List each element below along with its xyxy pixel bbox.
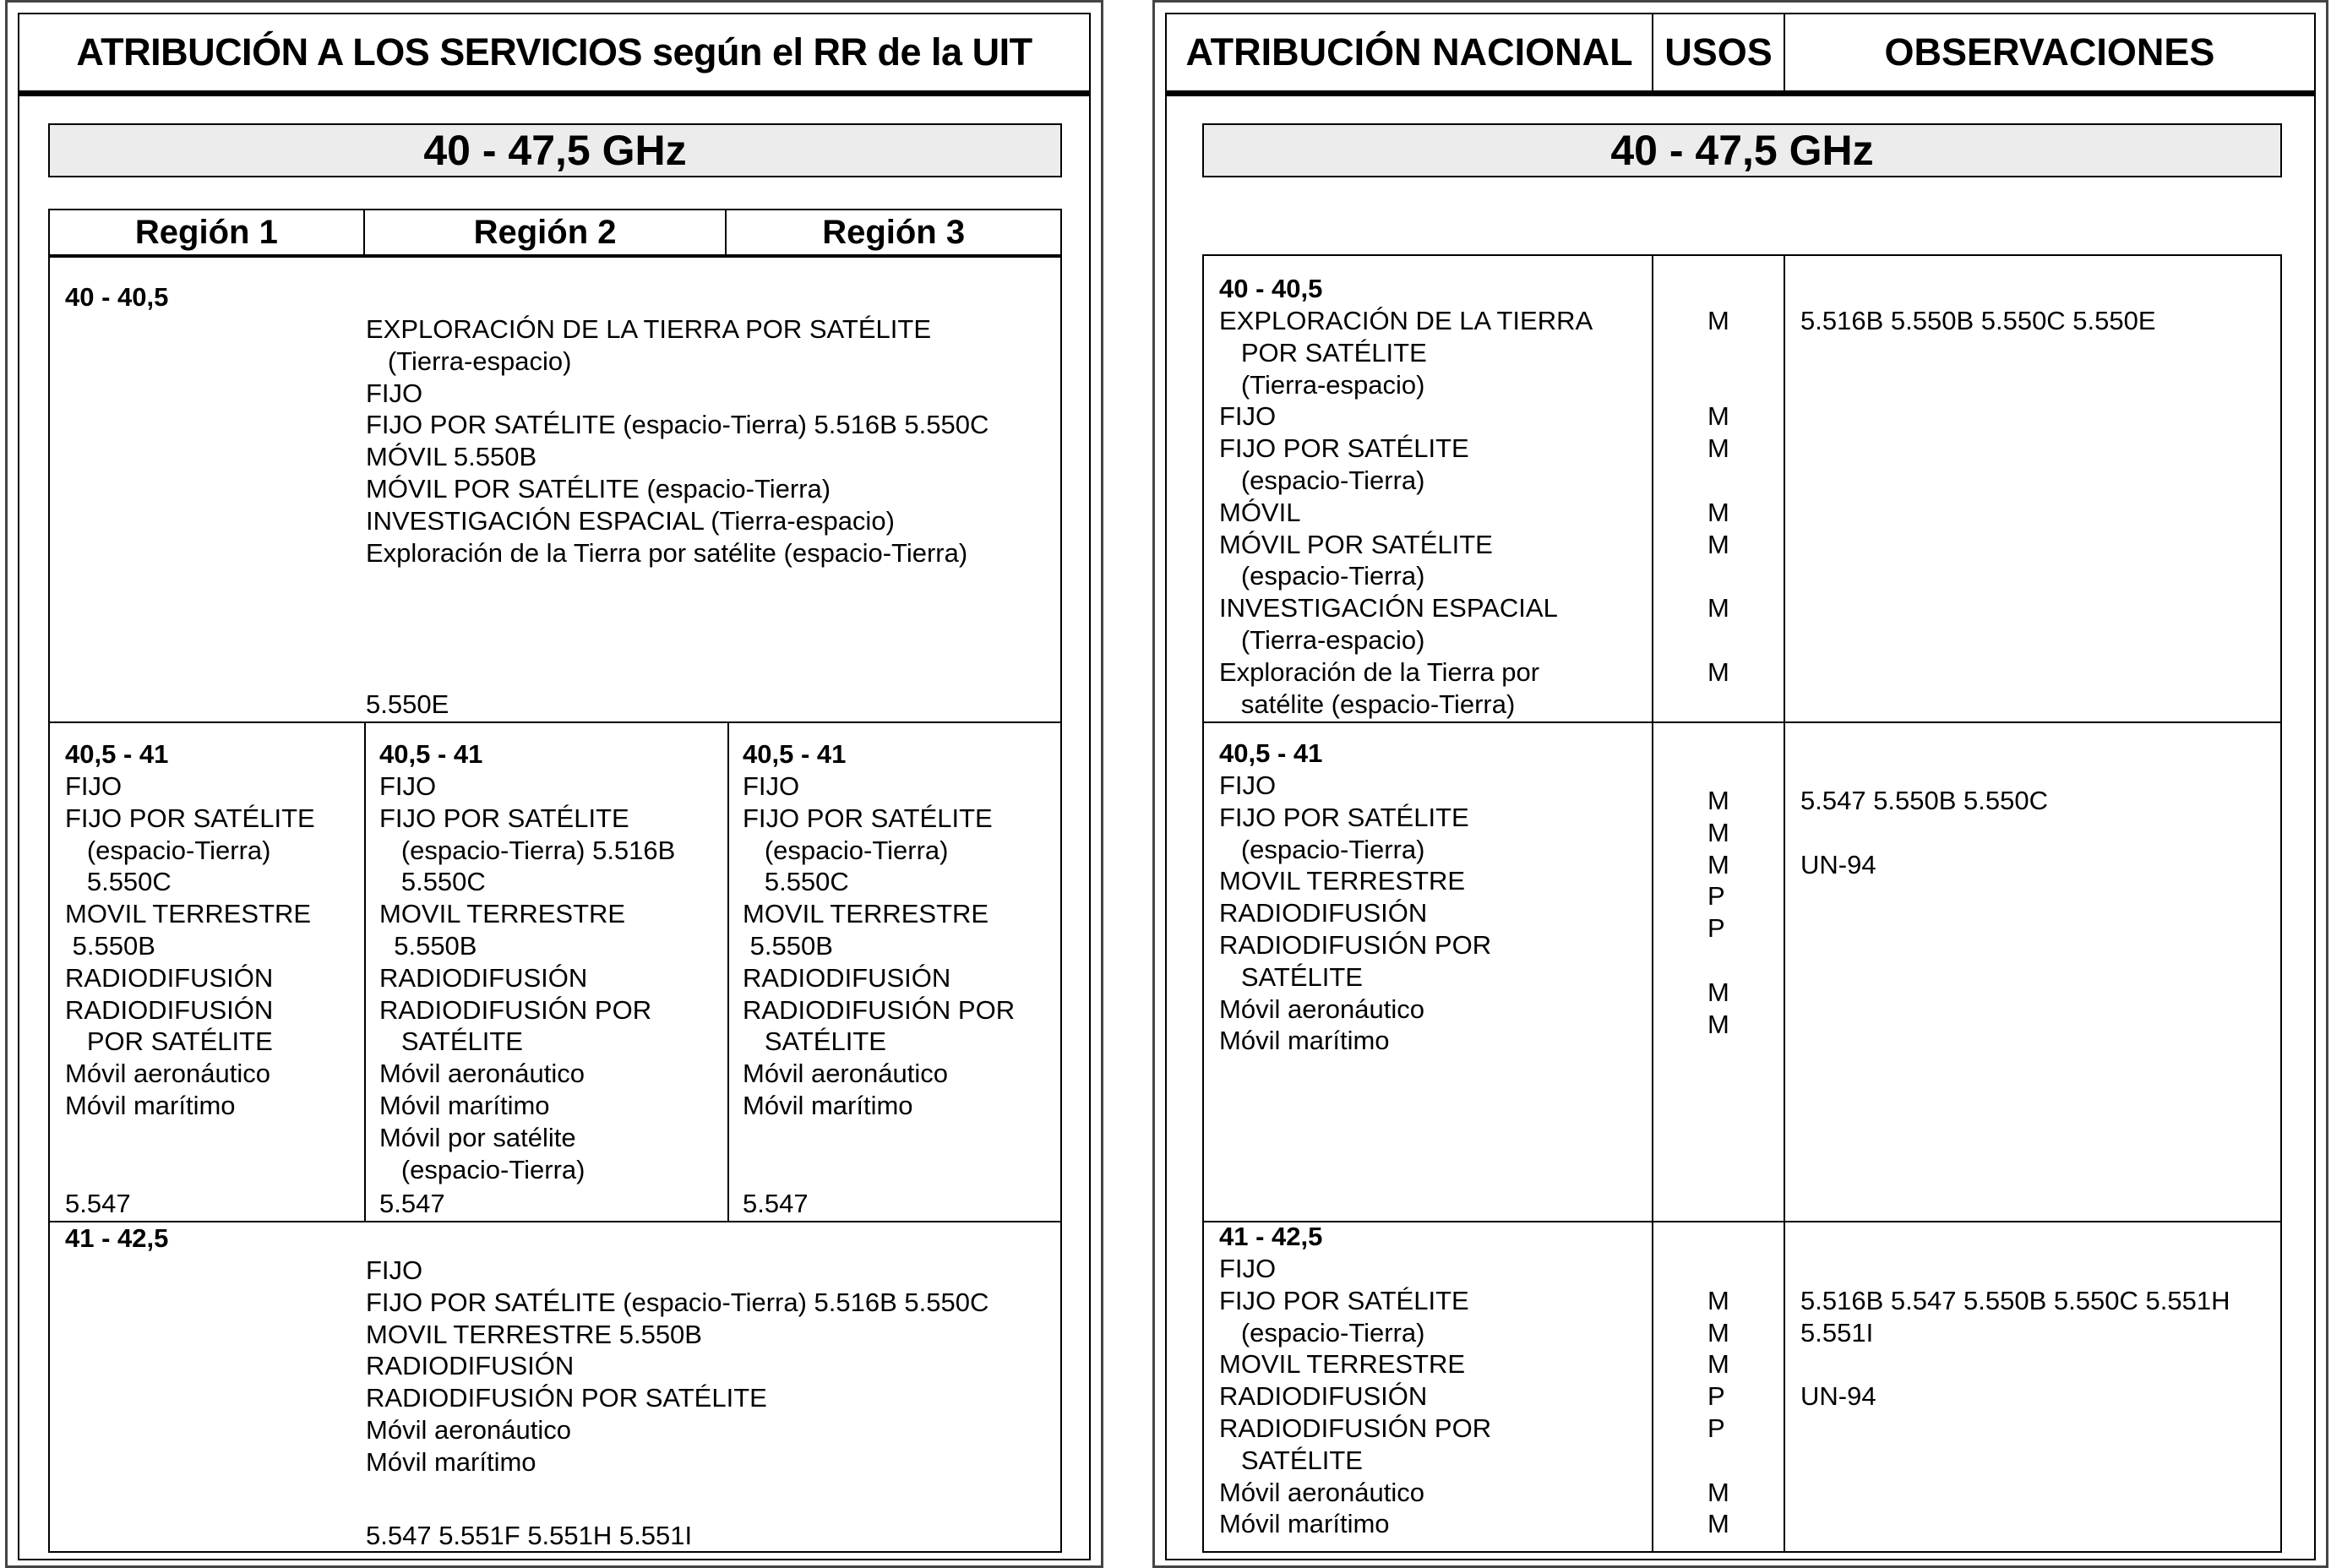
allocation-line: RADIODIFUSIÓN POR	[1219, 930, 1492, 960]
usos-value: M	[1707, 849, 1729, 879]
block-40-5-41	[48, 721, 1062, 1222]
itu-allocation-header: ATRIBUCIÓN A LOS SERVICIOS según el RR de la UIT	[19, 14, 1089, 96]
allocation-line: INVESTIGACIÓN ESPACIAL	[1219, 593, 1558, 623]
usos-value: M	[1707, 529, 1729, 559]
allocation-line: (espacio-Tierra)	[1219, 834, 1425, 864]
allocation-line: Móvil marítimo	[366, 1446, 536, 1477]
allocation-line: Móvil aeronáutico	[743, 1059, 948, 1089]
block-41-42-5	[48, 1221, 1062, 1553]
usos-header: USOS	[1653, 14, 1785, 90]
allocation-line: MÓVIL POR SATÉLITE	[1219, 529, 1493, 559]
allocation-line: POR SATÉLITE	[1219, 337, 1427, 368]
region-headers	[48, 209, 1062, 256]
allocation-line: INVESTIGACIÓN ESPACIAL (Tierra-espacio)	[366, 505, 895, 536]
allocation-line: Móvil marítimo	[743, 1091, 913, 1120]
row-divider	[1204, 1221, 2280, 1222]
allocation-line: MOVIL TERRESTRE	[743, 899, 989, 929]
allocation-line: FIJO	[366, 1255, 423, 1285]
allocation-line: EXPLORACIÓN DE LA TIERRA POR SATÉLITE	[366, 314, 931, 344]
allocation-line: POR SATÉLITE	[65, 1026, 273, 1057]
allocation-line: (espacio-Tierra)	[1219, 466, 1425, 495]
row-divider	[1204, 721, 2280, 723]
region-1-header: Región 1	[50, 210, 365, 254]
allocation-line: RADIODIFUSIÓN	[1219, 898, 1428, 928]
national-header-row	[1167, 14, 2314, 96]
footnote: 5.547	[379, 1189, 445, 1218]
usos-value: M	[1707, 401, 1729, 432]
allocation-line: Exploración de la Tierra por	[1219, 656, 1540, 687]
allocation-line: EXPLORACIÓN DE LA TIERRA	[1219, 306, 1593, 335]
usos-value: P	[1707, 881, 1725, 912]
usos-value: M	[1707, 306, 1729, 335]
allocation-line: MOVIL TERRESTRE	[1219, 866, 1466, 896]
region-3-header: Región 3	[822, 213, 966, 251]
range-label: 40 - 40,5	[65, 282, 169, 312]
allocation-line: MÓVIL POR SATÉLITE (espacio-Tierra)	[366, 474, 831, 504]
usos-value: M	[1707, 1317, 1729, 1348]
range-label: 40 - 40,5	[1219, 274, 1323, 303]
usos-value: M	[1707, 1009, 1729, 1039]
usos-value: M	[1707, 593, 1729, 623]
allocation-line: 5.550C	[379, 867, 486, 897]
itu-allocation-frame	[18, 13, 1091, 1560]
allocation-line: Móvil marítimo	[1219, 1509, 1390, 1539]
allocation-line: MOVIL TERRESTRE	[65, 899, 312, 929]
allocation-line: RADIODIFUSIÓN POR	[743, 994, 1016, 1025]
usos-value: P	[1707, 1381, 1725, 1412]
allocation-line: SATÉLITE	[379, 1026, 523, 1057]
allocation-line: FIJO	[379, 771, 437, 801]
observacion: 5.516B 5.550B 5.550C 5.550E	[1800, 306, 2156, 335]
usos-value: M	[1707, 817, 1729, 847]
usos-value: P	[1707, 1413, 1725, 1443]
footnote: 5.547	[65, 1189, 131, 1218]
allocation-line: FIJO	[1219, 401, 1277, 432]
allocation-line: FIJO POR SATÉLITE	[1219, 433, 1469, 464]
allocation-line: RADIODIFUSIÓN POR	[1219, 1413, 1492, 1443]
region-divider	[364, 723, 366, 1221]
allocation-line: Móvil por satélite	[379, 1122, 576, 1152]
usos-value: M	[1707, 977, 1729, 1007]
allocation-line: FIJO POR SATÉLITE	[65, 803, 315, 833]
allocation-line: FIJO POR SATÉLITE	[743, 803, 993, 833]
footnote: 5.547 5.551F 5.551H 5.551I	[366, 1521, 693, 1550]
allocation-line: SATÉLITE	[1219, 961, 1363, 992]
national-header: ATRIBUCIÓN NACIONAL	[1167, 14, 1653, 90]
column-divider	[1784, 256, 1785, 1551]
allocation-line: RADIODIFUSIÓN	[65, 962, 274, 993]
allocation-line: (Tierra-espacio)	[366, 346, 572, 376]
national-allocation-panel	[1152, 0, 2328, 1568]
range-label: 40,5 - 41	[1219, 738, 1323, 768]
allocation-line: Móvil aeronáutico	[366, 1415, 571, 1445]
range-label: 40,5 - 41	[65, 739, 169, 769]
allocation-line: Móvil marítimo	[1219, 1026, 1390, 1056]
allocation-line: FIJO	[65, 771, 123, 801]
allocation-line: RADIODIFUSIÓN	[379, 962, 588, 993]
allocation-line: (espacio-Tierra)	[379, 1154, 585, 1184]
allocation-line: Móvil aeronáutico	[1219, 1477, 1424, 1507]
allocation-line: (espacio-Tierra)	[743, 835, 949, 865]
allocation-line: 5.550B	[65, 931, 155, 961]
allocation-line: RADIODIFUSIÓN	[1219, 1381, 1428, 1412]
observacion: 5.551I	[1800, 1317, 1874, 1348]
allocation-line: MOVIL TERRESTRE	[379, 899, 626, 929]
usos-value: M	[1707, 1509, 1729, 1539]
allocation-line: FIJO	[366, 378, 423, 408]
allocation-line: SATÉLITE	[743, 1026, 886, 1057]
range-label: 41 - 42,5	[65, 1223, 169, 1253]
usos-value: P	[1707, 913, 1725, 944]
allocation-line: FIJO POR SATÉLITE	[1219, 1285, 1469, 1315]
allocation-line: FIJO POR SATÉLITE (espacio-Tierra) 5.516B 5.550C	[366, 410, 989, 440]
allocation-line: SATÉLITE	[1219, 1445, 1363, 1475]
allocation-line: 5.550C	[65, 867, 172, 897]
footnote: 5.547	[743, 1189, 809, 1218]
footnote: 5.550E	[366, 689, 449, 719]
allocation-line: RADIODIFUSIÓN	[65, 994, 274, 1025]
region-2-header: Región 2	[365, 210, 727, 254]
allocation-line: (espacio-Tierra)	[1219, 561, 1425, 591]
allocation-line: Móvil marítimo	[65, 1091, 236, 1120]
observaciones-header: OBSERVACIONES	[1884, 30, 2215, 74]
allocation-line: FIJO	[1219, 1254, 1277, 1283]
allocation-line: MÓVIL 5.550B	[366, 442, 537, 472]
allocation-line: (Tierra-espacio)	[1219, 625, 1425, 655]
block-40-40-5	[48, 256, 1062, 723]
allocation-line: FIJO POR SATÉLITE	[1219, 802, 1469, 832]
allocation-line: FIJO	[743, 771, 800, 801]
range-label: 41 - 42,5	[1219, 1222, 1323, 1251]
usos-value: M	[1707, 1477, 1729, 1507]
allocation-line: (Tierra-espacio)	[1219, 369, 1425, 400]
national-allocation-frame	[1165, 13, 2316, 1560]
allocation-line: MOVIL TERRESTRE 5.550B	[366, 1319, 702, 1349]
usos-value: M	[1707, 1349, 1729, 1380]
observacion: UN-94	[1800, 1381, 1876, 1412]
usos-value: M	[1707, 1285, 1729, 1315]
allocation-line: 5.550B	[743, 931, 833, 961]
usos-value: M	[1707, 656, 1729, 687]
national-table	[1202, 254, 2282, 1553]
allocation-line: 5.550C	[743, 867, 849, 897]
allocation-line: (espacio-Tierra)	[65, 835, 271, 865]
allocation-line: RADIODIFUSIÓN POR SATÉLITE	[366, 1383, 767, 1413]
allocation-line: FIJO	[1219, 770, 1277, 800]
usos-value: M	[1707, 497, 1729, 527]
allocation-line: Móvil aeronáutico	[379, 1059, 585, 1089]
itu-allocation-panel	[5, 0, 1103, 1568]
range-label: 40,5 - 41	[379, 739, 483, 769]
allocation-line: RADIODIFUSIÓN	[743, 962, 951, 993]
allocation-line: MÓVIL	[1219, 497, 1301, 527]
allocation-line: RADIODIFUSIÓN	[366, 1351, 575, 1381]
range-label: 40,5 - 41	[743, 739, 847, 769]
allocation-line: Móvil aeronáutico	[1219, 994, 1424, 1024]
usos-value: M	[1707, 786, 1729, 815]
allocation-line: Móvil marítimo	[379, 1091, 550, 1120]
allocation-line: (espacio-Tierra)	[1219, 1317, 1425, 1348]
allocation-line: MOVIL TERRESTRE	[1219, 1349, 1466, 1380]
allocation-line: RADIODIFUSIÓN POR	[379, 994, 652, 1025]
observacion: 5.516B 5.547 5.550B 5.550C 5.551H	[1800, 1286, 2230, 1315]
observacion: UN-94	[1800, 849, 1876, 879]
allocation-line: FIJO POR SATÉLITE	[379, 803, 629, 833]
usos-value: M	[1707, 433, 1729, 464]
allocation-line: FIJO POR SATÉLITE (espacio-Tierra) 5.516B 5.550C	[366, 1287, 989, 1317]
allocation-line: 5.550B	[379, 931, 477, 961]
column-divider	[1652, 256, 1653, 1551]
allocation-line: satélite (espacio-Tierra)	[1219, 689, 1516, 719]
band-title: 40 - 47,5 GHz	[48, 123, 1062, 177]
allocation-line: Exploración de la Tierra por satélite (espacio-Tierra)	[366, 537, 968, 568]
observacion: 5.547 5.550B 5.550C	[1800, 786, 2049, 815]
region-divider	[727, 723, 729, 1221]
allocation-line: (espacio-Tierra) 5.516B	[379, 835, 676, 865]
allocation-line: Móvil aeronáutico	[65, 1059, 270, 1089]
band-title: 40 - 47,5 GHz	[1202, 123, 2282, 177]
